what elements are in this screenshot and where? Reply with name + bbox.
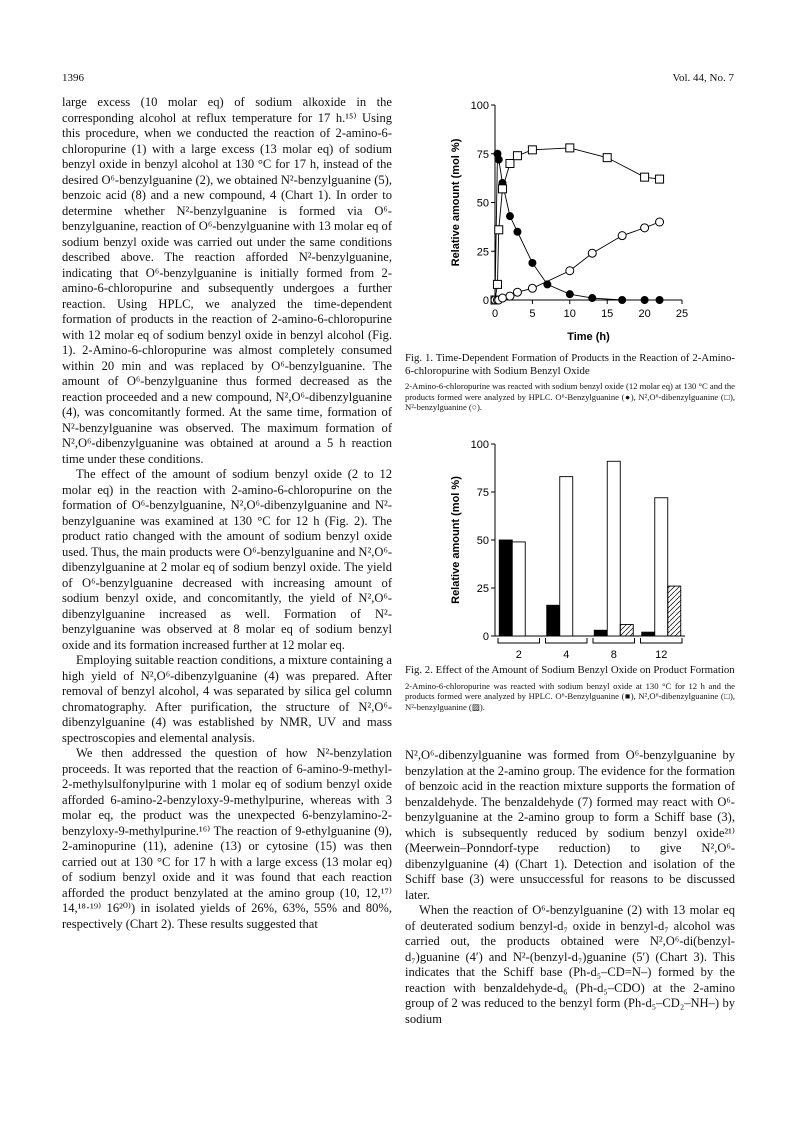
data-point [641,296,649,304]
data-point [588,294,596,302]
data-point [603,154,611,162]
page-number: 1396 [62,72,84,84]
data-point [506,160,514,168]
x-tick-label: 0 [491,308,499,320]
figure-1-chart [405,95,735,350]
y-axis-label: Relative amount (mol %) [450,138,462,267]
series-line-1 [495,154,660,300]
data-point [528,146,536,154]
y-tick-label: 75 [476,487,489,499]
bar-1 [642,632,655,636]
data-point [618,296,626,304]
figure-2-caption-title: Fig. 2. Effect of the Amount of Sodium Benzyl Oxide on Product Formation [405,664,735,676]
y-tick-label: 25 [476,246,489,259]
x-tick-label: 2 [515,649,522,661]
bar-1 [594,630,607,636]
y-tick-label: 25 [476,583,489,595]
bar-3 [668,586,681,636]
data-point [566,290,574,298]
data-point [513,152,521,160]
x-tick-label: 25 [675,308,689,320]
y-tick-label: 0 [482,295,489,307]
x-tick-label: 10 [563,308,576,320]
series-line-2 [495,148,660,300]
x-axis-label: Time (h) [567,331,610,343]
bar-1 [547,605,560,636]
data-point [506,292,514,300]
figure-1-caption [405,352,735,413]
bar-2 [655,498,668,636]
data-point [641,224,649,232]
figure-2-caption-detail: 2-Amino-6-chloropurine was reacted with sodium benzyl oxide at 130 °C for 12 h and the products formed were analyzed by HPLC. O⁶-Benzylguanine (■), N²,O⁶-dibenzylguanine (□), N²-benzylguanine (▨). [405,680,735,712]
x-tick-label: 12 [655,649,668,661]
left-paragraph-1: large excess (10 molar eq) of sodium alkoxide in the corresponding alcohol at reflux temperature for 17 h.¹⁵⁾ Using this procedure, when we conducted the reaction of 2-amino-6-chloropurine (1) with a large excess (13 molar eq) of sodium benzyl oxide in benzyl alcohol at 130 °C for 17 h, instead of the desired O⁶-benzylguanine (2), we obtained N²-benzylguanine (5), benzoic acid (8) and a new compound, 4 (Chart 1). In order to determine whether N²-benzylguanine is formed via O⁶-benzylguanine, reaction of O⁶-benzylguanine with 13 molar eq of sodium benzyl oxide was carried out under the same conditions described above. The reaction afforded N²-benzylguanine, indicating that O⁶-benzylguanine is initially formed from 2-amino-6-chloropurine and subsequently undergoes a further reaction. Using HPLC, we analyzed the time-dependent formation of products in the reaction of 2-amino-6-chloropurine with 12 molar eq of sodium benzyl oxide in benzyl alcohol (Fig. 1). 2-Amino-6-chloropurine was almost completely consumed within 20 min and was replaced by O⁶-benzylguanine. The amount of O⁶-benzylguanine thus formed decreased as the reaction proceeded and a new compound, N²,O⁶-dibenzylguanine (4), was concomitantly formed. At the same time, formation of N²-benzylguanine was observed. The maximum formation of N²,O⁶-dibenzylguanine was obtained at around a 5 h reaction time under these conditions. [62,95,392,466]
right-paragraph-2: When the reaction of O⁶-benzylguanine (2) with 13 molar eq of deuterated sodium benzyl-d₇ oxide in benzyl-d₇ alcohol was carried out, the products obtained were N²,O⁶-di(benzyl-d₇)guanine (4′) and N²-(benzyl-d₇)guanine (5′) (Chart 3). This indicates that the Schiff base (Ph-d₅–CD=N–) formed by the reaction with benzaldehyde-d₆ (Ph-d₅–CDO) at the 2-amino group of 2 was reduced to the benzyl form (Ph-d₅–CD₂–NH–) by sodium [405,903,735,1026]
bar-3 [620,624,633,636]
data-point [588,249,596,257]
data-point [566,144,574,152]
data-point [656,296,664,304]
data-point [495,156,503,164]
figure-1 [405,95,735,350]
data-point [495,226,503,234]
y-tick-label: 50 [476,535,489,547]
bar-1 [499,540,512,636]
data-point [528,259,536,267]
data-point [618,232,626,240]
y-tick-label: 75 [476,148,489,161]
right-paragraph-1: N²,O⁶-dibenzylguanine was formed from O⁶-benzylguanine by benzylation at the 2-amino group. The evidence for the formation of benzoic acid in the reaction mixture supports the formation of benzaldehyde. The benzaldehyde (7) formed may react with O⁶-benzylguanine at the 2-amino group to form a Schiff base (3), which is subsequently reduced by sodium benzyl oxide²¹⁾ (Meerwein–Ponndorf-type reduction) to give N²,O⁶-dibenzylguanine (4) (Chart 1). Detection and isolation of the Schiff base (3) were unsuccessful for reasons to be discussed later. [405,748,735,902]
figure-1-caption-title: Fig. 1. Time-Dependent Formation of Products in the Reaction of 2-Amino-6-chloropurine with Sodium Benzyl Oxide [405,352,735,377]
x-tick-label: 5 [529,308,536,320]
left-paragraph-4: We then addressed the question of how N²-benzylation proceeds. It was reported that the reaction of 6-amino-9-methyl-2-methylsulfonylpurine with 1 molar eq of sodium benzyl oxide afforded 6-amino-2-benzyloxy-9-methylpurine, whereas with 3 molar eq, the product was the unexpected 6-benzylamino-2-benzyloxy-9-methylpurine.¹⁶⁾ The reaction of 9-ethylguanine (9), 2-aminopurine (11), adenine (13) or cytosine (15) was then carried out at 130 °C for 17 h with a large excess (13 molar eq) of sodium benzyl oxide and it was found that each reaction afforded the product benzylated at the amino group (10, 12,¹⁷⁾ 14,¹⁸·¹⁹⁾ 16²⁰⁾) in isolated yields of 26%, 63%, 55% and 80%, respectively (Chart 2). These results suggested that [62,746,392,931]
data-point [566,267,574,275]
x-tick-label: 20 [638,308,651,320]
y-tick-label: 100 [470,100,489,112]
data-point [656,175,664,183]
left-column [62,95,392,932]
x-tick-label: 8 [610,649,617,661]
data-point [493,280,501,288]
figure-2 [405,436,735,661]
x-tick-label: 4 [563,649,570,661]
category-bracket [546,638,588,643]
volume-label: Vol. 44, No. 7 [672,72,734,84]
figure-1-caption-detail: 2-Amino-6-chloropurine was reacted with sodium benzyl oxide (12 molar eq) at 130 °C and the products formed were analyzed by HPLC. O⁶-Benzylguanine (●), N²,O⁶-dibenzylguanine (□), N²-benzylguanine (○). [405,381,735,412]
data-point [498,294,506,302]
category-bracket [593,638,635,643]
y-tick-label: 50 [476,197,489,210]
data-point [513,228,521,236]
left-paragraph-2: The effect of the amount of sodium benzyl oxide (2 to 12 molar eq) in the reaction with 2-amino-6-chloropurine on the formation of O⁶-benzylguanine, N²,O⁶-dibenzylguanine and N²-benzylguanine was examined at 130 °C for 12 h (Fig. 2). The product ratio changed with the amount of sodium benzyl oxide used. Thus, the main products were O⁶-benzylguanine and N²,O⁶-dibenzylguanine at 2 molar eq of sodium benzyl oxide. The yield of O⁶-benzylguanine decreased with increasing amount of sodium benzyl oxide, and concomitantly, the yield of N²,O⁶-dibenzylguanine increased as well. Formation of N²-benzylguanine was observed at 8 molar eq of sodium benzyl oxide and its formation increased further at 12 molar eq. [62,467,392,652]
data-point [498,185,506,193]
data-point [641,173,649,181]
y-axis-label: Relative amount (mol %) [450,476,462,604]
left-paragraph-3: Employing suitable reaction conditions, a mixture containing a high yield of N²,O⁶-dibenzylguanine (4) was prepared. After removal of benzyl alcohol, 4 was separated by silica gel column chromatography. After purification, the structure of N²,O⁶-dibenzylguanine (4) was established by NMR, UV and mass spectroscopies and elemental analysis. [62,653,392,745]
y-tick-label: 100 [470,439,489,451]
data-point [506,212,514,220]
data-point [513,288,521,296]
bar-2 [560,477,573,636]
y-tick-label: 0 [482,631,489,643]
category-bracket [641,638,683,643]
data-point [528,284,536,292]
figure-2-chart [405,436,735,661]
figure-2-caption [405,664,735,712]
category-bracket [498,638,540,643]
x-tick-label: 15 [601,308,614,320]
bar-2 [607,461,620,636]
data-point [656,218,664,226]
right-column [405,748,735,1027]
bar-2 [512,542,525,636]
